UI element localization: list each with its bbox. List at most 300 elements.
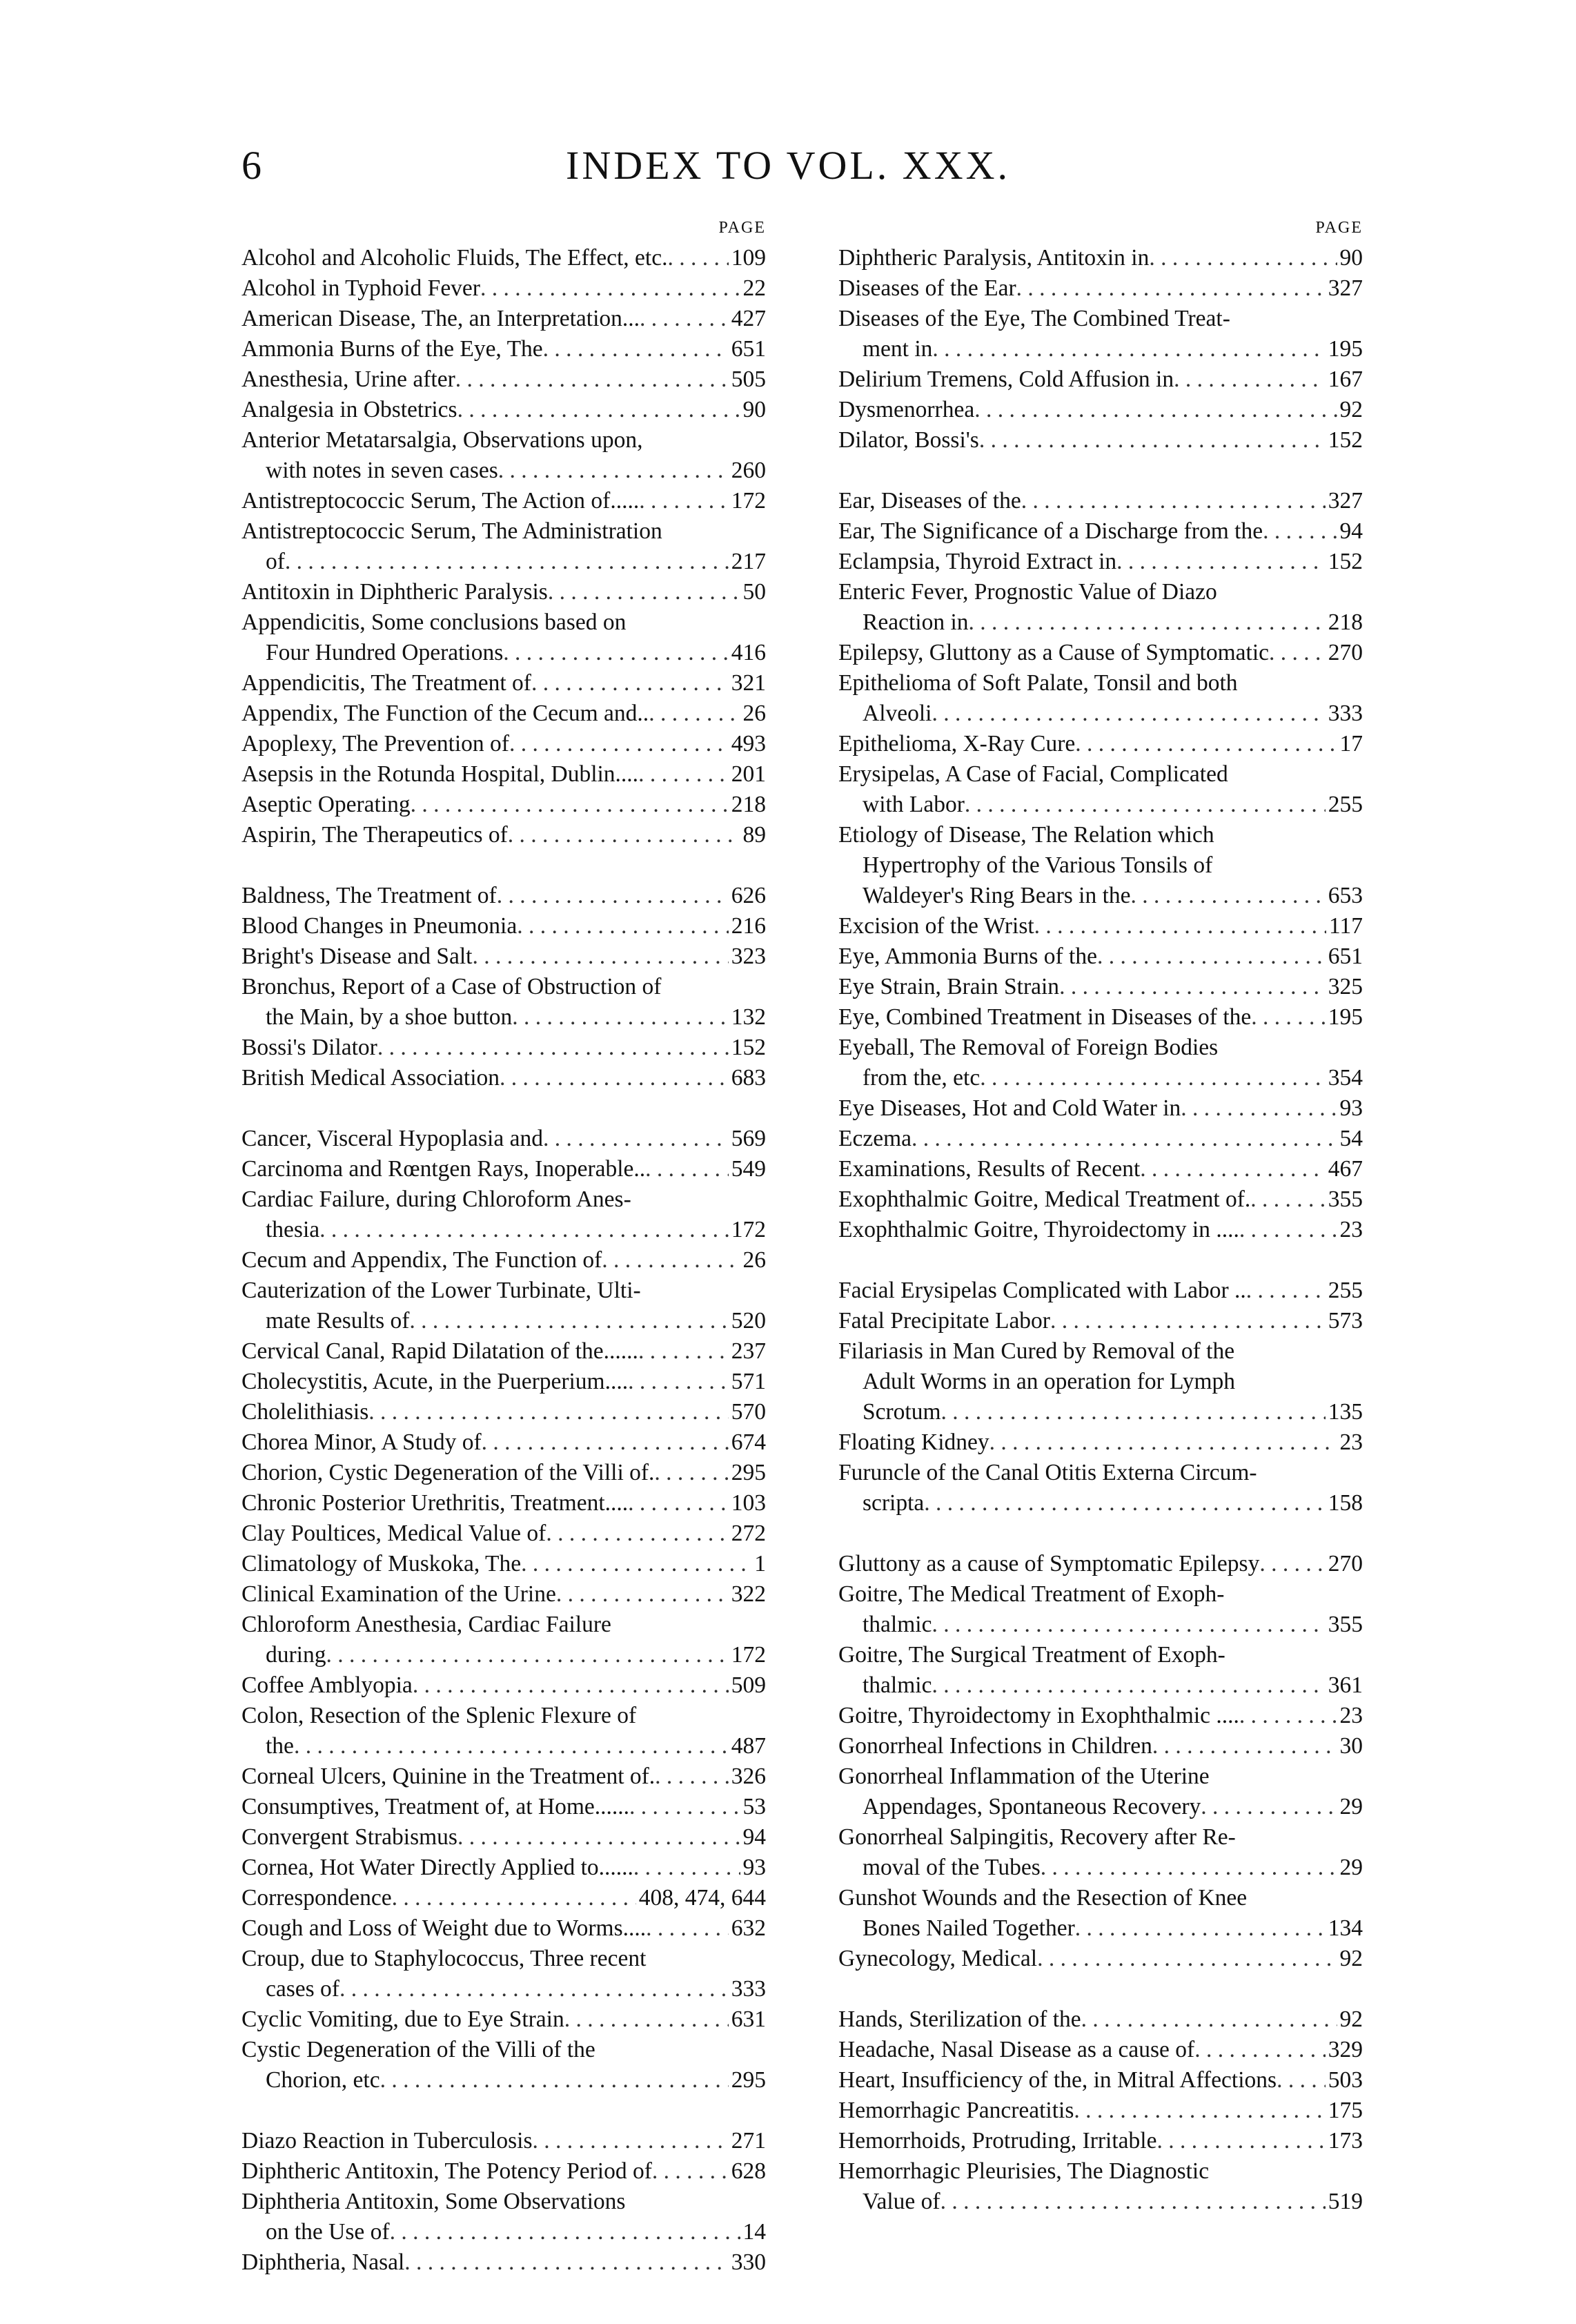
index-entry	[242, 1154, 766, 1184]
entry-text: Bright's Disease and Salt	[242, 944, 473, 969]
entry-text: Asepsis in the Rotunda Hospital, Dublin....	[242, 761, 639, 787]
dot-leader	[404, 2247, 728, 2278]
dot-leader	[912, 1124, 1337, 1154]
index-entry	[242, 911, 766, 941]
index-entry	[838, 1549, 1363, 1579]
entry-text: Eye Strain, Brain Strain	[838, 974, 1060, 999]
entry-text: Heart, Insufficiency of the, in Mitral Affections	[838, 2067, 1277, 2093]
dot-leader	[932, 1610, 1325, 1640]
entry-text: Gynecology, Medical	[838, 1946, 1038, 1971]
index-entry-continuation	[838, 334, 1363, 364]
dot-leader	[1097, 941, 1326, 972]
index-entry	[242, 1276, 766, 1306]
entry-page-number: 653	[1328, 883, 1363, 908]
entry-text: Diphtheric Paralysis, Antitoxin in	[838, 245, 1150, 271]
dot-leader	[517, 911, 729, 941]
dot-leader	[1246, 1276, 1326, 1306]
index-entry	[838, 1458, 1363, 1488]
entry-text: Antistreptococcic Serum, The Action of.....	[242, 488, 640, 514]
entry-text: Goitre, The Surgical Treatment of Exoph-	[838, 1642, 1225, 1668]
dot-leader	[980, 1063, 1326, 1093]
entry-page-number: 260	[731, 458, 766, 483]
dot-leader	[457, 395, 740, 425]
index-entry	[242, 1701, 766, 1731]
entry-text: Cancer, Visceral Hypoplasia and	[242, 1126, 543, 1151]
entry-page-number: 674	[731, 1429, 766, 1455]
dot-leader	[932, 334, 1325, 364]
index-entry	[838, 364, 1363, 395]
index-entry	[838, 1184, 1363, 1215]
entry-text: Chorion, etc	[266, 2067, 380, 2093]
entry-page-number: 255	[1328, 1278, 1363, 1303]
dot-leader	[498, 456, 729, 486]
index-entry	[242, 1427, 766, 1458]
entry-text: Clinical Examination of the Urine	[242, 1581, 556, 1607]
dot-leader	[543, 334, 729, 364]
index-entry	[242, 1670, 766, 1701]
entry-text: Eye, Ammonia Burns of the	[838, 944, 1097, 969]
entry-text: Dysmenorrhea	[838, 397, 975, 422]
entry-page-number: 218	[731, 792, 766, 817]
dot-leader	[639, 486, 729, 516]
entry-text: Chorea Minor, A Study of	[242, 1429, 482, 1455]
entry-text: Ammonia Burns of the Eye, The	[242, 336, 543, 362]
entry-page-number: 408, 474, 644	[638, 1885, 766, 1911]
index-entry	[242, 2156, 766, 2187]
dot-leader	[1156, 2126, 1325, 2156]
index-entry	[242, 1458, 766, 1488]
index-entry	[838, 820, 1363, 850]
index-entry	[838, 1124, 1363, 1154]
entry-page-number: 94	[1339, 518, 1363, 544]
index-entry	[242, 425, 766, 456]
dot-leader	[932, 1670, 1325, 1701]
index-entry	[242, 1336, 766, 1367]
entry-page-number: 626	[731, 883, 766, 908]
index-entry	[838, 1276, 1363, 1306]
dot-leader	[602, 1245, 740, 1276]
index-entry	[242, 607, 766, 638]
index-entry	[838, 1336, 1363, 1367]
dot-leader	[1174, 364, 1326, 395]
entry-text: Eczema	[838, 1126, 912, 1151]
entry-text: Epithelioma of Soft Palate, Tonsil and both	[838, 670, 1238, 696]
dot-leader	[326, 1640, 728, 1670]
dot-leader	[413, 1670, 729, 1701]
entry-text: Appendicitis, Some conclusions based on	[242, 609, 627, 635]
entry-text: thalmic	[863, 1612, 932, 1637]
index-entry-continuation	[242, 1306, 766, 1336]
entry-text: Alcohol and Alcoholic Fluids, The Effect, etc.	[242, 245, 668, 271]
index-entry-continuation	[838, 2187, 1363, 2217]
dot-leader	[629, 1792, 740, 1822]
index-entry	[242, 2247, 766, 2278]
index-entry	[242, 729, 766, 759]
index-entry	[242, 1883, 766, 1913]
index-entry	[838, 516, 1363, 547]
index-entry	[838, 1731, 1363, 1761]
entry-page-number: 195	[1328, 1004, 1363, 1030]
index-entry	[838, 577, 1363, 607]
entry-text: Cauterization of the Lower Turbinate, Ulti-	[242, 1278, 641, 1303]
entry-text: Appendix, The Function of the Cecum and..	[242, 701, 649, 726]
entry-page-number: 158	[1328, 1490, 1363, 1516]
index-entry-continuation	[838, 1792, 1363, 1822]
dot-leader	[645, 1154, 729, 1184]
entry-text: Examinations, Results of Recent	[838, 1156, 1141, 1182]
dot-leader	[1034, 911, 1326, 941]
entry-text: Gunshot Wounds and the Resection of Knee	[838, 1885, 1248, 1911]
dot-leader	[1016, 273, 1326, 304]
section-gap	[838, 1519, 1363, 1549]
entry-text: Headache, Nasal Disease as a cause of	[838, 2037, 1195, 2062]
dot-leader	[1059, 972, 1326, 1002]
entry-text: Appendages, Spontaneous Recovery	[863, 1794, 1201, 1819]
dot-leader	[521, 1549, 751, 1579]
index-entry	[242, 668, 766, 699]
entry-text: Climatology of Muskoka, The	[242, 1551, 522, 1576]
entry-text: thesia	[266, 1217, 320, 1242]
dot-leader	[1201, 1792, 1337, 1822]
entry-text: Waldeyer's Ring Bears in the	[863, 883, 1131, 908]
entry-page-number: 93	[1339, 1095, 1363, 1121]
dot-leader	[1037, 1944, 1337, 1974]
entry-page-number: 26	[742, 1247, 766, 1273]
index-entry	[242, 486, 766, 516]
entry-text: Cystic Degeneration of the Villi of the	[242, 2037, 595, 2062]
entry-page-number: 321	[731, 670, 766, 696]
index-entry	[242, 759, 766, 790]
entry-page-number: 325	[1328, 974, 1363, 999]
index-column-right	[838, 213, 1363, 2217]
page-header	[0, 141, 1576, 190]
dot-leader	[377, 1033, 729, 1063]
index-entry	[242, 1913, 766, 1944]
entry-text: ment in	[863, 336, 933, 362]
entry-text: Value of	[863, 2189, 940, 2214]
dot-leader	[649, 699, 740, 729]
entry-text: Eye, Combined Treatment in Diseases of the	[838, 1004, 1252, 1030]
index-entry-continuation	[242, 1731, 766, 1761]
entry-text: Analgesia in Obstetrics	[242, 397, 457, 422]
index-entry-continuation	[838, 699, 1363, 729]
entry-text: Aspirin, The Therapeutics of	[242, 822, 508, 848]
index-entry	[242, 516, 766, 547]
entry-page-number: 201	[731, 761, 766, 787]
entry-text: Eye Diseases, Hot and Cold Water in	[838, 1095, 1181, 1121]
entry-page-number: 271	[731, 2128, 766, 2154]
entry-page-number: 467	[1328, 1156, 1363, 1182]
index-entry-continuation	[838, 881, 1363, 911]
entry-page-number: 175	[1328, 2098, 1363, 2123]
dot-leader	[1021, 486, 1326, 516]
index-entry	[242, 1063, 766, 1093]
entry-page-number: 323	[731, 944, 766, 969]
entry-page-number: 571	[731, 1369, 766, 1394]
entry-page-number: 519	[1328, 2189, 1363, 2214]
section-gap	[838, 1245, 1363, 1276]
index-entry-continuation	[242, 1215, 766, 1245]
dot-leader	[932, 699, 1325, 729]
entry-text: Cecum and Appendix, The Function of	[242, 1247, 602, 1273]
entry-text: Hemorrhagic Pleurisies, The Diagnostic	[838, 2158, 1210, 2184]
entry-page-number: 195	[1328, 336, 1363, 362]
entry-text: scripta	[863, 1490, 925, 1516]
entry-page-number: 14	[742, 2219, 766, 2245]
entry-text: the Main, by a shoe button	[266, 1004, 513, 1030]
entry-text: Diseases of the Eye, The Combined Treat-	[838, 306, 1230, 331]
dot-leader	[500, 1063, 729, 1093]
dot-leader	[654, 1458, 728, 1488]
dot-leader	[512, 1002, 728, 1033]
entry-text: from the, etc	[863, 1065, 981, 1091]
entry-text: Coffee Amblyopia	[242, 1672, 413, 1698]
entry-page-number: 152	[1328, 427, 1363, 453]
section-gap	[242, 850, 766, 881]
index-entry	[242, 2126, 766, 2156]
entry-text: with notes in seven cases	[266, 458, 498, 483]
index-entry	[838, 638, 1363, 668]
index-entry	[838, 2004, 1363, 2035]
index-entry	[242, 1822, 766, 1853]
index-entry	[838, 547, 1363, 577]
index-entry	[838, 1822, 1363, 1853]
index-entry-continuation	[838, 607, 1363, 638]
entry-page-number: 272	[731, 1521, 766, 1546]
dot-leader	[564, 2004, 729, 2035]
entry-page-number: 270	[1328, 640, 1363, 665]
entry-page-number: 632	[731, 1915, 766, 1941]
entry-page-number: 322	[731, 1581, 766, 1607]
index-entry-continuation	[838, 1610, 1363, 1640]
dot-leader	[1181, 1093, 1337, 1124]
dot-leader	[1250, 1184, 1325, 1215]
entry-text: Goitre, Thyroidectomy in Exophthalmic ....	[838, 1703, 1239, 1728]
entry-text: Reaction in	[863, 609, 969, 635]
index-entry	[838, 273, 1363, 304]
entry-page-number: 132	[731, 1004, 766, 1030]
entry-text: Excision of the Wrist	[838, 913, 1034, 939]
index-entry	[242, 1124, 766, 1154]
dot-leader	[503, 638, 729, 668]
entry-text: Enteric Fever, Prognostic Value of Diazo	[838, 579, 1217, 605]
entry-text: cases of	[266, 1976, 339, 2002]
entry-page-number: 295	[731, 2067, 766, 2093]
entry-page-number: 30	[1339, 1733, 1363, 1759]
entry-page-number: 355	[1328, 1187, 1363, 1212]
entry-page-number: 549	[731, 1156, 766, 1182]
entry-page-number: 92	[1339, 397, 1363, 422]
index-entry	[838, 2126, 1363, 2156]
entry-page-number: 109	[731, 245, 766, 271]
entry-page-number: 93	[742, 1855, 766, 1880]
entry-page-number: 327	[1328, 488, 1363, 514]
entry-text: of	[266, 549, 285, 574]
dot-leader	[1239, 1701, 1337, 1731]
entry-page-number: 29	[1339, 1794, 1363, 1819]
entry-text: Fatal Precipitate Labor	[838, 1308, 1050, 1334]
index-entry	[838, 1701, 1363, 1731]
entry-text: Adult Worms in an operation for Lymph	[863, 1369, 1236, 1394]
entry-page-number: 333	[1328, 701, 1363, 726]
index-entry	[838, 1944, 1363, 1974]
dot-leader	[508, 820, 740, 850]
index-entry	[242, 334, 766, 364]
entry-text: Croup, due to Staphylococcus, Three recent	[242, 1946, 647, 1971]
index-entry	[242, 941, 766, 972]
page-column-label: PAGE	[1315, 219, 1363, 237]
index-entry	[242, 1853, 766, 1883]
dot-leader	[285, 547, 729, 577]
entry-text: Cornea, Hot Water Directly Applied to......	[242, 1855, 633, 1880]
entry-text: Diphtheria Antitoxin, Some Observations	[242, 2189, 626, 2214]
index-entry-continuation	[242, 2217, 766, 2247]
index-entry-continuation	[838, 1397, 1363, 1427]
index-entry-continuation	[838, 790, 1363, 820]
dot-leader	[543, 1124, 729, 1154]
index-entry	[838, 1002, 1363, 1033]
index-entry	[242, 2035, 766, 2065]
dot-leader	[455, 364, 729, 395]
entry-page-number: 326	[731, 1764, 766, 1789]
entry-text: Goitre, The Medical Treatment of Exoph-	[838, 1581, 1225, 1607]
entry-page-number: 520	[731, 1308, 766, 1334]
entry-page-number: 134	[1328, 1915, 1363, 1941]
entry-text: Dilator, Bossi's	[838, 427, 979, 453]
index-entry-continuation	[242, 1974, 766, 2004]
entry-text: thalmic	[863, 1672, 932, 1698]
dot-leader	[409, 1306, 728, 1336]
entry-text: American Disease, The, an Interpretation...	[242, 306, 640, 331]
index-entry	[242, 1245, 766, 1276]
entry-text: Exophthalmic Goitre, Medical Treatment of.	[838, 1187, 1251, 1212]
index-entry-continuation	[838, 1063, 1363, 1093]
entry-text: Chloroform Anesthesia, Cardiac Failure	[242, 1612, 611, 1637]
entry-text: Antistreptococcic Serum, The Administration	[242, 518, 662, 544]
dot-leader	[457, 1822, 740, 1853]
entry-text: Cyclic Vomiting, due to Eye Strain	[242, 2006, 564, 2032]
dot-leader	[640, 304, 729, 334]
index-entry	[838, 911, 1363, 941]
entry-text: Gluttony as a cause of Symptomatic Epilepsy	[838, 1551, 1260, 1576]
dot-leader	[974, 395, 1337, 425]
dot-leader	[628, 1488, 729, 1519]
entry-text: Eyeball, The Removal of Foreign Bodies	[838, 1035, 1219, 1060]
entry-page-number: 295	[731, 1460, 766, 1485]
section-gap	[838, 1974, 1363, 2004]
index-entry	[242, 881, 766, 911]
entry-page-number: 92	[1339, 1946, 1363, 1971]
entry-page-number: 503	[1328, 2067, 1363, 2093]
entry-text: Exophthalmic Goitre, Thyroidectomy in ....	[838, 1217, 1239, 1242]
entry-text: Diphtheric Antitoxin, The Potency Period of	[242, 2158, 652, 2184]
entry-page-number: 217	[731, 549, 766, 574]
entry-text: Diazo Reaction in Tuberculosis	[242, 2128, 533, 2154]
index-entry	[838, 486, 1363, 516]
index-entry	[838, 304, 1363, 334]
index-entry-continuation	[242, 1002, 766, 1033]
dot-leader	[480, 273, 740, 304]
entry-text: Bossi's Dilator	[242, 1035, 377, 1060]
index-entry	[242, 1519, 766, 1549]
dot-leader	[319, 1215, 729, 1245]
index-entry	[838, 2065, 1363, 2096]
index-entry	[242, 304, 766, 334]
index-entry	[242, 1792, 766, 1822]
entry-page-number: 89	[742, 822, 766, 848]
entry-text: Erysipelas, A Case of Facial, Complicated	[838, 761, 1228, 787]
entry-page-number: 172	[731, 1217, 766, 1242]
entry-text: Epithelioma, X-Ray Cure	[838, 731, 1076, 756]
entry-text: Eclampsia, Thyroid Extract in	[838, 549, 1117, 574]
index-entry	[242, 2187, 766, 2217]
entry-text: Appendicitis, The Treatment of	[242, 670, 531, 696]
entry-page-number: 216	[731, 913, 766, 939]
entry-page-number: 50	[742, 579, 766, 605]
entry-page-number: 354	[1328, 1065, 1363, 1091]
entry-page-number: 505	[731, 367, 766, 392]
entry-text: Hands, Sterilization of the	[838, 2006, 1081, 2032]
entry-text: moval of the Tubes	[863, 1855, 1041, 1880]
index-entry	[242, 820, 766, 850]
dot-leader	[531, 668, 729, 699]
entry-page-number: 17	[1339, 731, 1363, 756]
entry-page-number: 1	[754, 1551, 766, 1576]
entry-page-number: 22	[742, 275, 766, 301]
entry-text: Cholecystitis, Acute, in the Puerperium....	[242, 1369, 629, 1394]
index-entry	[838, 395, 1363, 425]
entry-page-number: 23	[1339, 1429, 1363, 1455]
index-entry-continuation	[242, 2065, 766, 2096]
entry-text: Correspondence	[242, 1885, 392, 1911]
index-entry	[838, 1093, 1363, 1124]
entry-page-number: 23	[1339, 1703, 1363, 1728]
page-column-label: PAGE	[718, 219, 766, 237]
dot-leader	[628, 1367, 729, 1397]
index-entry	[838, 2096, 1363, 2126]
index-entry	[838, 1033, 1363, 1063]
section-gap	[242, 1093, 766, 1124]
entry-page-number: 26	[742, 701, 766, 726]
entry-text: Baldness, The Treatment of	[242, 883, 497, 908]
dot-leader	[380, 2065, 729, 2096]
entry-text: Consumptives, Treatment of, at Home......	[242, 1794, 630, 1819]
entry-text: Chronic Posterior Urethritis, Treatment....	[242, 1490, 629, 1516]
entry-text: Anesthesia, Urine after	[242, 367, 455, 392]
index-entry	[838, 425, 1363, 456]
entry-text: Carcinoma and Rœntgen Rays, Inoperable..	[242, 1156, 646, 1182]
running-title: INDEX TO VOL. XXX.	[566, 143, 1010, 188]
entry-page-number: 90	[1339, 245, 1363, 271]
index-entry	[242, 1549, 766, 1579]
index-entry	[838, 668, 1363, 699]
entry-text: Filariasis in Man Cured by Removal of the	[838, 1338, 1235, 1364]
entry-text: Clay Poultices, Medical Value of	[242, 1521, 546, 1546]
entry-text: Cardiac Failure, during Chloroform Anes-	[242, 1187, 631, 1212]
dot-leader	[1277, 2065, 1326, 2096]
index-entry	[242, 395, 766, 425]
index-entry	[242, 1610, 766, 1640]
dot-leader	[633, 1853, 740, 1883]
dot-leader	[652, 2156, 729, 2187]
entry-page-number: 355	[1328, 1612, 1363, 1637]
index-entry	[838, 243, 1363, 273]
entry-page-number: 333	[731, 1976, 766, 2002]
dot-leader	[941, 1397, 1326, 1427]
dot-leader	[1116, 547, 1326, 577]
dot-leader	[979, 425, 1326, 456]
entry-page-number: 270	[1328, 1551, 1363, 1576]
